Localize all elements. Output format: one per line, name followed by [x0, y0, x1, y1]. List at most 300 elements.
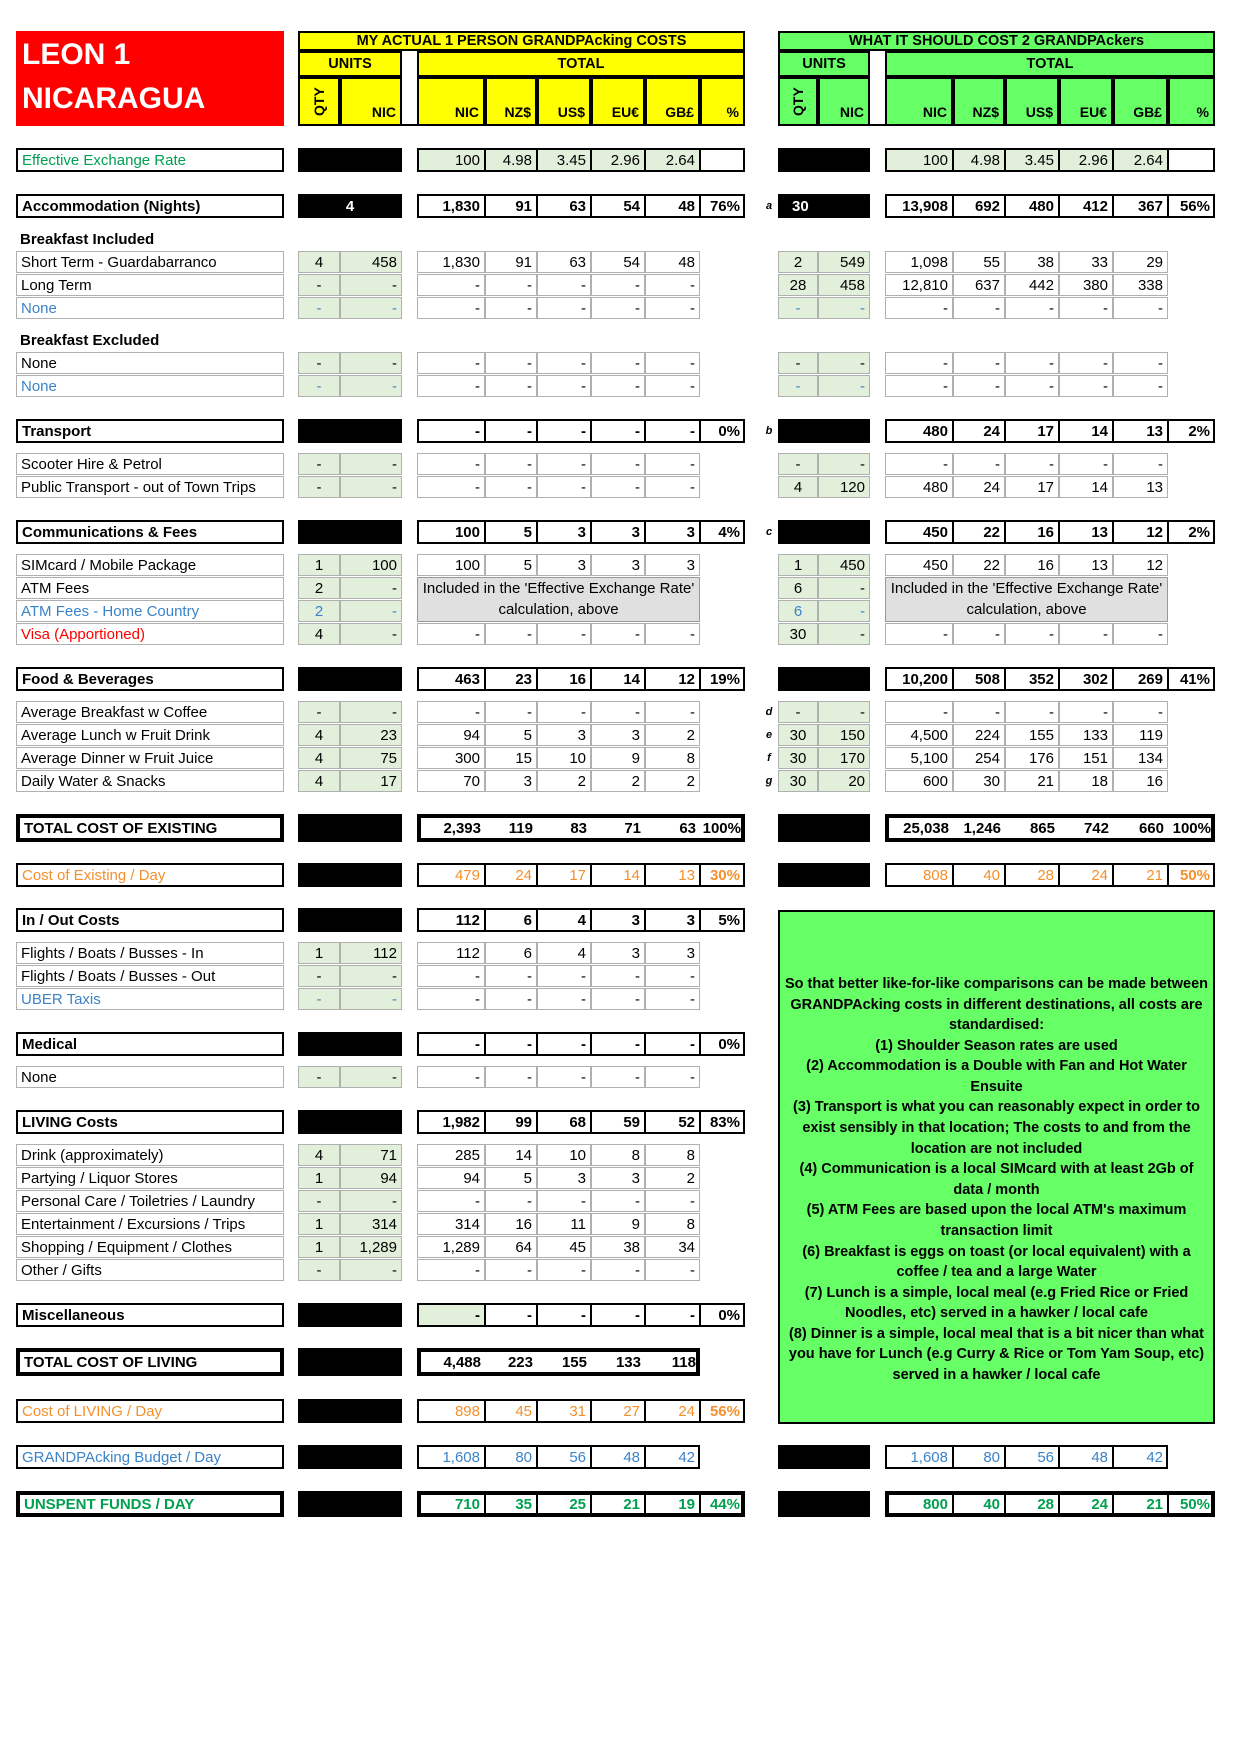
right-nz-water: 30 [953, 770, 1005, 792]
right-nic-atm-fees: - [818, 577, 870, 599]
right-qty-water: 30 [778, 770, 818, 792]
left-us-living: 68 [537, 1110, 591, 1134]
left-nic-simcard: 100 [340, 554, 402, 576]
row-label-medical: Medical [16, 1032, 284, 1056]
left-nic_t-effective-exchange-rate: 100 [417, 148, 485, 172]
left-gb-none-medical: - [645, 1066, 700, 1088]
row-label-misc: Miscellaneous [16, 1303, 284, 1327]
left-gb-none-excl-2: - [645, 375, 700, 397]
row-label-long-term: Long Term [16, 274, 284, 296]
row-label-living: LIVING Costs [16, 1110, 284, 1134]
left-nz-short-term: 91 [485, 251, 537, 273]
left-eu-long-term: - [591, 274, 645, 296]
left-nic_t-shopping: 1,289 [417, 1236, 485, 1258]
left-nic-atm-fees-home: - [340, 600, 402, 622]
left-nz-lunch: 5 [485, 724, 537, 746]
left-nic-none-incl: - [340, 297, 402, 319]
row-label-dinner: Average Dinner w Fruit Juice [16, 747, 284, 769]
right-eu-breakfast: - [1059, 701, 1113, 723]
right-nz-effective-exchange-rate: 4.98 [953, 148, 1005, 172]
right-gb-existing-day: 21 [1113, 863, 1168, 887]
left-gb-short-term: 48 [645, 251, 700, 273]
right-nic_t-long-term: 12,810 [885, 274, 953, 296]
left-pct-inout: 5% [700, 908, 745, 932]
left-qty-breakfast: - [298, 701, 340, 723]
right-nic-short-term: 549 [818, 251, 870, 273]
right-nz-transport: 24 [953, 419, 1005, 443]
right-nic-visa: - [818, 623, 870, 645]
left-nic_t-none-excl-2: - [417, 375, 485, 397]
right-nic_t-simcard: 450 [885, 554, 953, 576]
right-nic_t-effective-exchange-rate: 100 [885, 148, 953, 172]
right-nic_t-none-excl-1: - [885, 352, 953, 374]
right-eu-long-term: 380 [1059, 274, 1113, 296]
left-eu-flights-in: 3 [591, 942, 645, 964]
left-units-outline-food [298, 667, 402, 691]
right-nic_t-short-term: 1,098 [885, 251, 953, 273]
right-nic_t-none-excl-2: - [885, 375, 953, 397]
right-us-simcard: 16 [1005, 554, 1059, 576]
right-us-food: 352 [1005, 667, 1059, 691]
left-nz-communications: 5 [485, 520, 537, 544]
right-gb-lunch: 119 [1113, 724, 1168, 746]
left-pct-header: % [700, 77, 745, 126]
right-eu-unspent: 24 [1059, 1491, 1113, 1517]
row-label-communications: Communications & Fees [16, 520, 284, 544]
row-label-other-gifts: Other / Gifts [16, 1259, 284, 1281]
row-letter-accommodation: a [765, 199, 773, 212]
left-us-none-excl-2: - [537, 375, 591, 397]
left-nz-accommodation: 91 [485, 194, 537, 218]
left-nic-public-transport: - [340, 476, 402, 498]
right-nz-budget-day: 80 [953, 1445, 1005, 1469]
right-us-effective-exchange-rate: 3.45 [1005, 148, 1059, 172]
left-qty-atm-fees: 2 [298, 577, 340, 599]
right-us-accommodation: 480 [1005, 194, 1059, 218]
left-nic_t-public-transport: - [417, 476, 485, 498]
right-eu-water: 18 [1059, 770, 1113, 792]
left-nic-atm-fees: - [340, 577, 402, 599]
left-us-unspent: 25 [537, 1491, 591, 1517]
right-gb-unspent: 21 [1113, 1491, 1168, 1517]
right-qty-breakfast: - [778, 701, 818, 723]
right-nic_t-existing-day: 808 [885, 863, 953, 887]
right-nic_t-accommodation: 13,908 [885, 194, 953, 218]
left-nic_t-none-incl: - [417, 297, 485, 319]
title-line-1: LEON 1 [22, 38, 131, 71]
right-nz-visa: - [953, 623, 1005, 645]
right-units-header: UNITS [778, 51, 870, 77]
left-units-outline-living-day [298, 1399, 402, 1423]
left-us-long-term: - [537, 274, 591, 296]
left-eu-total-existing: 71 [624, 819, 641, 837]
right-pct-communications: 2% [1168, 520, 1215, 544]
left-nic-other-gifts: - [340, 1259, 402, 1281]
included-note-right: Included in the 'Effective Exchange Rate' calculation, above [885, 577, 1168, 622]
notes-item: (5) ATM Fees are based upon the local ATM's maximum transaction limit [806, 1202, 1187, 1239]
right-us-header: US$ [1005, 77, 1059, 126]
right-units-outline-communications [778, 520, 870, 544]
left-eu-flights-out: - [591, 965, 645, 987]
left-units-outline-transport [298, 419, 402, 443]
right-pct-header: % [1168, 77, 1215, 126]
left-nz-none-incl: - [485, 297, 537, 319]
row-letter-communications: c [765, 525, 773, 538]
included-note-left: Included in the 'Effective Exchange Rate' calculation, above [417, 577, 700, 622]
left-units-outline-misc [298, 1303, 402, 1327]
left-nic-visa: - [340, 623, 402, 645]
left-nic-breakfast: - [340, 701, 402, 723]
left-nic_t-breakfast: - [417, 701, 485, 723]
left-outline-communications [417, 520, 745, 544]
left-nic_t-simcard: 100 [417, 554, 485, 576]
left-us-total-living: 155 [561, 1353, 587, 1371]
left-us-living-day: 31 [537, 1399, 591, 1423]
left-gb-flights-in: 3 [645, 942, 700, 964]
row-label-entertainment: Entertainment / Excursions / Trips [16, 1213, 284, 1235]
left-nic_t-flights-in: 112 [417, 942, 485, 964]
right-gb-visa: - [1113, 623, 1168, 645]
left-units-outline-medical [298, 1032, 402, 1056]
left-nz-misc: - [485, 1303, 537, 1327]
left-qty-header: QTY [298, 77, 340, 126]
left-nz-inout: 6 [485, 908, 537, 932]
left-nic_t-accommodation: 1,830 [417, 194, 485, 218]
standardisation-notes [778, 910, 1215, 1424]
left-nz-shopping: 64 [485, 1236, 537, 1258]
row-label-living-day: Cost of LIVING / Day [16, 1399, 284, 1423]
left-qty-scooter: - [298, 453, 340, 475]
left-eu-none-medical: - [591, 1066, 645, 1088]
left-nic_t-total-living: 4,488 [443, 1353, 481, 1371]
left-eu-unspent: 21 [591, 1491, 645, 1517]
left-qty-long-term: - [298, 274, 340, 296]
left-us-lunch: 3 [537, 724, 591, 746]
right-us-none-excl-2: - [1005, 375, 1059, 397]
row-label-none-excl-1: None [16, 352, 284, 374]
left-nic_t-misc: - [417, 1303, 485, 1327]
right-qty-atm-fees: 6 [778, 577, 818, 599]
right-gb-public-transport: 13 [1113, 476, 1168, 498]
left-pct-transport: 0% [700, 419, 745, 443]
left-nic-shopping: 1,289 [340, 1236, 402, 1258]
left-nic-flights-out: - [340, 965, 402, 987]
right-gb-budget-day: 42 [1113, 1445, 1168, 1469]
row-label-inout: In / Out Costs [16, 908, 284, 932]
left-eu-personal-care: - [591, 1190, 645, 1212]
left-nic-uber: - [340, 988, 402, 1010]
right-nz-communications: 22 [953, 520, 1005, 544]
left-nic_t-header: NIC [417, 77, 485, 126]
notes-item: (6) Breakfast is eggs on toast (or local equivalent) with a coffee / tea and a large Water [802, 1243, 1191, 1281]
left-eu-other-gifts: - [591, 1259, 645, 1281]
right-nz-public-transport: 24 [953, 476, 1005, 498]
right-qty-public-transport: 4 [778, 476, 818, 498]
right-nz-simcard: 22 [953, 554, 1005, 576]
right-units-outline-total-existing [778, 814, 870, 842]
left-qty-atm-fees-home: 2 [298, 600, 340, 622]
right-nz-none-excl-2: - [953, 375, 1005, 397]
left-nz-total-existing: 119 [508, 819, 533, 837]
right-us-budget-day: 56 [1005, 1445, 1059, 1469]
right-gb-transport: 13 [1113, 419, 1168, 443]
left-qty-partying: 1 [298, 1167, 340, 1189]
row-letter-dinner: f [767, 751, 771, 764]
left-gb-none-incl: - [645, 297, 700, 319]
left-nic_t-budget-day: 1,608 [417, 1445, 485, 1469]
left-qty-lunch: 4 [298, 724, 340, 746]
left-nic-partying: 94 [340, 1167, 402, 1189]
right-us-none-incl: - [1005, 297, 1059, 319]
left-units-outline-budget-day [298, 1445, 402, 1469]
left-us-medical: - [537, 1032, 591, 1056]
left-pct-communications: 4% [700, 520, 745, 544]
left-pct-food: 19% [700, 667, 745, 691]
left-units-accommodation: 4 [298, 194, 402, 218]
left-nz-existing-day: 24 [485, 863, 537, 887]
left-eu-communications: 3 [591, 520, 645, 544]
right-qty-none-incl: - [778, 297, 818, 319]
left-nic_t-uber: - [417, 988, 485, 1010]
left-eu-misc: - [591, 1303, 645, 1327]
left-us-uber: - [537, 988, 591, 1010]
right-eu-effective-exchange-rate: 2.96 [1059, 148, 1113, 172]
left-nic_t-entertainment: 314 [417, 1213, 485, 1235]
right-nz-food: 508 [953, 667, 1005, 691]
right-nic-long-term: 458 [818, 274, 870, 296]
left-nz-food: 23 [485, 667, 537, 691]
left-qty-visa: 4 [298, 623, 340, 645]
left-units-outline-effective-exchange-rate [298, 148, 402, 172]
row-label-atm-fees-home: ATM Fees - Home Country [16, 600, 284, 622]
right-us-water: 21 [1005, 770, 1059, 792]
right-nz-short-term: 55 [953, 251, 1005, 273]
left-nz-effective-exchange-rate: 4.98 [485, 148, 537, 172]
right-nic_t-budget-day: 1,608 [885, 1445, 953, 1469]
left-qty-shopping: 1 [298, 1236, 340, 1258]
left-eu-effective-exchange-rate: 2.96 [591, 148, 645, 172]
left-nic-short-term: 458 [340, 251, 402, 273]
left-us-food: 16 [537, 667, 591, 691]
left-gb-header: GB£ [645, 77, 700, 126]
left-nz-public-transport: - [485, 476, 537, 498]
left-qty-public-transport: - [298, 476, 340, 498]
right-outline-total-existing [885, 814, 1215, 842]
right-qty-long-term: 28 [778, 274, 818, 296]
right-nz-unspent: 40 [953, 1491, 1005, 1517]
left-gb-lunch: 2 [645, 724, 700, 746]
left-nic_t-partying: 94 [417, 1167, 485, 1189]
row-label-existing-day: Cost of Existing / Day [16, 863, 284, 887]
row-letter-lunch: e [765, 728, 773, 741]
right-eu-visa: - [1059, 623, 1113, 645]
left-nz-living-day: 45 [485, 1399, 537, 1423]
right-qty-none-excl-1: - [778, 352, 818, 374]
left-units-outline-communications [298, 520, 402, 544]
left-nic_t-dinner: 300 [417, 747, 485, 769]
left-gb-drink: 8 [645, 1144, 700, 1166]
right-gb-communications: 12 [1113, 520, 1168, 544]
row-label-short-term: Short Term - Guardabarranco [16, 251, 284, 273]
right-nz-scooter: - [953, 453, 1005, 475]
left-qty-dinner: 4 [298, 747, 340, 769]
right-outline-effective-exchange-rate [885, 148, 1215, 172]
row-label-none-medical: None [16, 1066, 284, 1088]
notes-intro: So that better like-for-like comparisons can be made between GRANDPAcking costs in different destinations, all costs are standardised: [784, 976, 1209, 1034]
left-qty-drink: 4 [298, 1144, 340, 1166]
left-gb-accommodation: 48 [645, 194, 700, 218]
left-nz-other-gifts: - [485, 1259, 537, 1281]
row-label-visa: Visa (Apportioned) [16, 623, 284, 645]
left-nic_t-other-gifts: - [417, 1259, 485, 1281]
left-eu-none-excl-2: - [591, 375, 645, 397]
left-eu-water: 2 [591, 770, 645, 792]
left-gb-effective-exchange-rate: 2.64 [645, 148, 700, 172]
row-label-uber: UBER Taxis [16, 988, 284, 1010]
left-nz-drink: 14 [485, 1144, 537, 1166]
left-eu-living-day: 27 [591, 1399, 645, 1423]
right-gb-none-excl-1: - [1113, 352, 1168, 374]
right-eu-header: EU€ [1059, 77, 1113, 126]
left-pct-misc: 0% [700, 1303, 745, 1327]
left-units-outline-total-living [298, 1348, 402, 1376]
left-eu-header: EU€ [591, 77, 645, 126]
left-qty-flights-in: 1 [298, 942, 340, 964]
row-label-none-excl-2: None [16, 375, 284, 397]
left-nic_t-long-term: - [417, 274, 485, 296]
row-label-budget-day: GRANDPAcking Budget / Day [16, 1445, 284, 1469]
left-eu-living: 59 [591, 1110, 645, 1134]
left-nic_t-total-existing: 2,393 [443, 819, 481, 837]
left-eu-drink: 8 [591, 1144, 645, 1166]
left-outline-medical [417, 1032, 745, 1056]
right-gb-food: 269 [1113, 667, 1168, 691]
right-pct-transport: 2% [1168, 419, 1215, 443]
left-gb-transport: - [645, 419, 700, 443]
left-us-visa: - [537, 623, 591, 645]
left-qty-none-medical: - [298, 1066, 340, 1088]
right-nic-none-incl: - [818, 297, 870, 319]
right-eu-scooter: - [1059, 453, 1113, 475]
left-gb-budget-day: 42 [645, 1445, 700, 1469]
left-units-outline-unspent [298, 1491, 402, 1517]
right-outline-food [885, 667, 1215, 691]
row-label-effective-exchange-rate: Effective Exchange Rate [16, 148, 284, 172]
row-label-water: Daily Water & Snacks [16, 770, 284, 792]
row-label-food: Food & Beverages [16, 667, 284, 691]
left-us-partying: 3 [537, 1167, 591, 1189]
left-gb-total-existing: 63 [679, 819, 696, 837]
left-us-total-existing: 83 [570, 819, 587, 837]
left-nz-entertainment: 16 [485, 1213, 537, 1235]
right-nz-existing-day: 40 [953, 863, 1005, 887]
row-label-scooter: Scooter Hire & Petrol [16, 453, 284, 475]
left-qty-simcard: 1 [298, 554, 340, 576]
left-gb-scooter: - [645, 453, 700, 475]
left-nic-none-medical: - [340, 1066, 402, 1088]
left-gb-communications: 3 [645, 520, 700, 544]
left-gb-long-term: - [645, 274, 700, 296]
right-nic_t-food: 10,200 [885, 667, 953, 691]
right-eu-transport: 14 [1059, 419, 1113, 443]
right-nz-dinner: 254 [953, 747, 1005, 769]
left-nic-flights-in: 112 [340, 942, 402, 964]
right-nic-dinner: 170 [818, 747, 870, 769]
row-label-personal-care: Personal Care / Toiletries / Laundry [16, 1190, 284, 1212]
left-nic_t-drink: 285 [417, 1144, 485, 1166]
left-pct-accommodation: 76% [700, 194, 745, 218]
left-nic-drink: 71 [340, 1144, 402, 1166]
right-units-outline-existing-day [778, 863, 870, 887]
left-nic_t-visa: - [417, 623, 485, 645]
right-units-outline-accommodation [778, 194, 870, 218]
left-nz-uber: - [485, 988, 537, 1010]
left-us-header: US$ [537, 77, 591, 126]
left-nic_t-lunch: 94 [417, 724, 485, 746]
right-gb-dinner: 134 [1113, 747, 1168, 769]
left-nz-flights-in: 6 [485, 942, 537, 964]
right-nic_t-communications: 450 [885, 520, 953, 544]
right-nz-long-term: 637 [953, 274, 1005, 296]
right-nic_t-breakfast: - [885, 701, 953, 723]
right-eu-simcard: 13 [1059, 554, 1113, 576]
right-nz-breakfast: - [953, 701, 1005, 723]
left-gb-water: 2 [645, 770, 700, 792]
right-nic_t-total-existing: 25,038 [903, 819, 949, 837]
left-eu-scooter: - [591, 453, 645, 475]
row-label-shopping: Shopping / Equipment / Clothes [16, 1236, 284, 1258]
right-nic_t-lunch: 4,500 [885, 724, 953, 746]
right-eu-public-transport: 14 [1059, 476, 1113, 498]
left-us-simcard: 3 [537, 554, 591, 576]
left-eu-food: 14 [591, 667, 645, 691]
right-pct-food: 41% [1168, 667, 1215, 691]
right-outline-budget-day [885, 1445, 1168, 1469]
left-qty-personal-care: - [298, 1190, 340, 1212]
left-us-water: 2 [537, 770, 591, 792]
right-outline-communications [885, 520, 1215, 544]
left-nz-none-medical: - [485, 1066, 537, 1088]
left-units-outline-total-existing [298, 814, 402, 842]
row-label-partying: Partying / Liquor Stores [16, 1167, 284, 1189]
row-label-breakfast-excluded: Breakfast Excluded [20, 331, 160, 349]
right-eu-dinner: 151 [1059, 747, 1113, 769]
right-eu-short-term: 33 [1059, 251, 1113, 273]
left-gb-public-transport: - [645, 476, 700, 498]
left-gb-personal-care: - [645, 1190, 700, 1212]
right-gb-short-term: 29 [1113, 251, 1168, 273]
right-nz-lunch: 224 [953, 724, 1005, 746]
right-nic_t-visa: - [885, 623, 953, 645]
left-us-scooter: - [537, 453, 591, 475]
left-nz-living: 99 [485, 1110, 537, 1134]
left-us-budget-day: 56 [537, 1445, 591, 1469]
left-gb-living: 52 [645, 1110, 700, 1134]
left-us-dinner: 10 [537, 747, 591, 769]
left-outline-misc [417, 1303, 745, 1327]
right-pct-accommodation: 56% [1168, 194, 1215, 218]
left-pct-living: 83% [700, 1110, 745, 1134]
left-us-existing-day: 17 [537, 863, 591, 887]
left-outline-total-living [417, 1348, 700, 1376]
left-us-shopping: 45 [537, 1236, 591, 1258]
right-gb-scooter: - [1113, 453, 1168, 475]
row-label-unspent: UNSPENT FUNDS / DAY [16, 1491, 284, 1517]
left-nic_t-scooter: - [417, 453, 485, 475]
right-nz-header: NZ$ [953, 77, 1005, 126]
right-eu-lunch: 133 [1059, 724, 1113, 746]
left-qty-short-term: 4 [298, 251, 340, 273]
